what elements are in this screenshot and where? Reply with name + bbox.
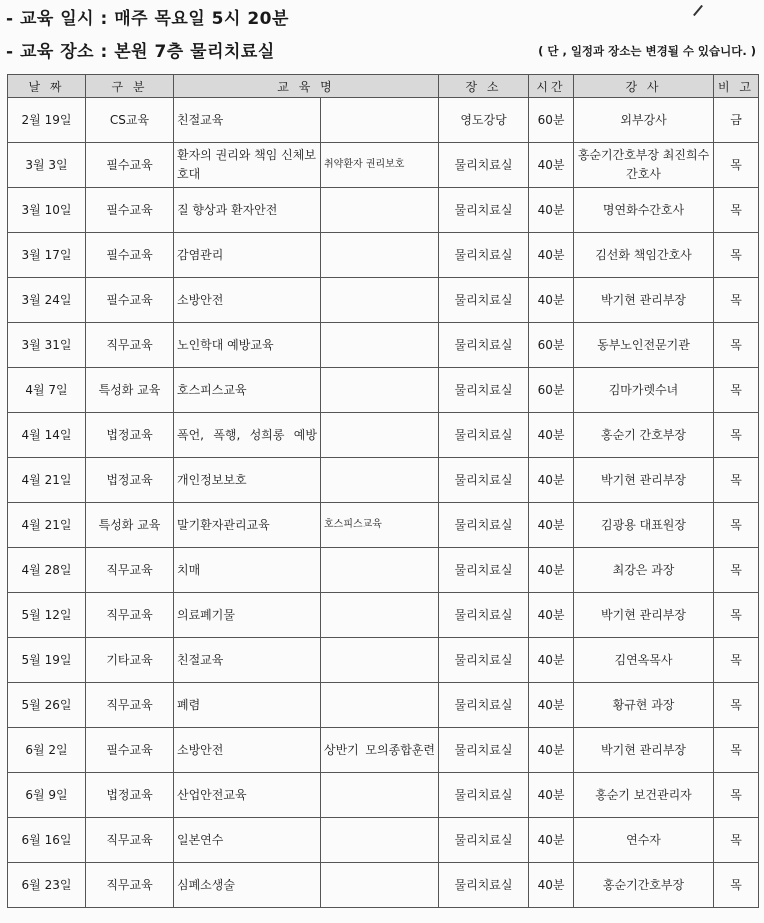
- cell-sub: [321, 773, 439, 818]
- cell-instructor: 박기현 관리부장: [574, 728, 714, 773]
- cell-time: 40분: [529, 818, 574, 863]
- header-title: 교 육 명: [174, 75, 439, 98]
- cell-category: 법정교육: [86, 458, 174, 503]
- cell-date: 6월 2일: [8, 728, 86, 773]
- cell-remarks: 금: [714, 98, 759, 143]
- cell-date: 5월 12일: [8, 593, 86, 638]
- cell-instructor: 황규현 과장: [574, 683, 714, 728]
- cell-sub: [321, 278, 439, 323]
- cell-sub: [321, 98, 439, 143]
- cell-place: 물리치료실: [439, 773, 529, 818]
- cell-time: 60분: [529, 368, 574, 413]
- table-row: [8, 323, 759, 368]
- cell-date: 5월 26일: [8, 683, 86, 728]
- cell-time: 40분: [529, 458, 574, 503]
- cell-title: 노인학대 예방교육: [174, 323, 321, 368]
- cell-date: 4월 21일: [8, 503, 86, 548]
- cell-instructor: 박기현 관리부장: [574, 278, 714, 323]
- cell-remarks: 목: [714, 548, 759, 593]
- cell-title: 개인정보보호: [174, 458, 321, 503]
- cell-category: 필수교육: [86, 188, 174, 233]
- cell-sub: 상반기 모의종합훈련: [321, 728, 439, 773]
- header-date: 날 짜: [8, 75, 86, 98]
- cell-title: 질 향상과 환자안전: [174, 188, 321, 233]
- cell-instructor: 박기현 관리부장: [574, 458, 714, 503]
- cell-time: 40분: [529, 233, 574, 278]
- cell-instructor: 외부강사: [574, 98, 714, 143]
- cell-sub: [321, 683, 439, 728]
- cell-date: 6월 23일: [8, 863, 86, 908]
- cell-instructor: 동부노인전문기관: [574, 323, 714, 368]
- cell-instructor: 김선화 책임간호사: [574, 233, 714, 278]
- cell-title: 폐렴: [174, 683, 321, 728]
- cell-title: 소방안전: [174, 278, 321, 323]
- cell-instructor: 홍순기간호부장 최진희수간호사: [574, 143, 714, 188]
- cell-category: 특성화 교육: [86, 503, 174, 548]
- cell-place: 물리치료실: [439, 413, 529, 458]
- cell-date: 6월 16일: [8, 818, 86, 863]
- cell-remarks: 목: [714, 278, 759, 323]
- cell-sub: [321, 638, 439, 683]
- cell-title: 감염관리: [174, 233, 321, 278]
- cell-date: 4월 21일: [8, 458, 86, 503]
- change-notice: ( 단 , 일정과 장소는 변경될 수 있습니다. ): [538, 44, 756, 58]
- cell-title: 심폐소생술: [174, 863, 321, 908]
- cell-place: 물리치료실: [439, 503, 529, 548]
- cell-date: 5월 19일: [8, 638, 86, 683]
- cell-category: 필수교육: [86, 233, 174, 278]
- cell-place: 물리치료실: [439, 683, 529, 728]
- cell-date: 3월 10일: [8, 188, 86, 233]
- cell-time: 40분: [529, 773, 574, 818]
- table-row: [8, 593, 759, 638]
- education-schedule-table: [7, 74, 759, 908]
- table-row: [8, 458, 759, 503]
- cell-remarks: 목: [714, 638, 759, 683]
- cell-category: 법정교육: [86, 413, 174, 458]
- cell-remarks: 목: [714, 143, 759, 188]
- cell-date: 3월 3일: [8, 143, 86, 188]
- cell-title: 폭언, 폭행, 성희롱 예방: [174, 413, 321, 458]
- header-time: 시간: [529, 75, 574, 98]
- cell-sub: 호스피스교육: [321, 503, 439, 548]
- cell-remarks: 목: [714, 503, 759, 548]
- cell-remarks: 목: [714, 233, 759, 278]
- cell-time: 60분: [529, 323, 574, 368]
- cell-time: 40분: [529, 863, 574, 908]
- cell-place: 물리치료실: [439, 818, 529, 863]
- cell-instructor: 명연화수간호사: [574, 188, 714, 233]
- cell-place: 물리치료실: [439, 188, 529, 233]
- cell-remarks: 목: [714, 818, 759, 863]
- cell-place: 물리치료실: [439, 593, 529, 638]
- cell-sub: 취약환자 권리보호: [321, 143, 439, 188]
- cell-time: 40분: [529, 683, 574, 728]
- cell-place: 물리치료실: [439, 458, 529, 503]
- cell-sub: [321, 863, 439, 908]
- table-row: [8, 98, 759, 143]
- cell-time: 40분: [529, 188, 574, 233]
- cell-time: 40분: [529, 728, 574, 773]
- cell-remarks: 목: [714, 368, 759, 413]
- cell-instructor: 홍순기 간호부장: [574, 413, 714, 458]
- cell-title: 치매: [174, 548, 321, 593]
- cell-date: 6월 9일: [8, 773, 86, 818]
- cell-sub: [321, 188, 439, 233]
- cell-category: 직무교육: [86, 593, 174, 638]
- cell-category: CS교육: [86, 98, 174, 143]
- cell-time: 40분: [529, 503, 574, 548]
- pen-mark: [693, 5, 703, 16]
- table-row: [8, 818, 759, 863]
- cell-place: 물리치료실: [439, 863, 529, 908]
- header-place: 장 소: [439, 75, 529, 98]
- table-row: [8, 413, 759, 458]
- cell-instructor: 홍순기 보건관리자: [574, 773, 714, 818]
- schedule-info-line: - 교육 일시 : 매주 목요일 5시 20분: [6, 9, 289, 29]
- table-row: [8, 863, 759, 908]
- cell-category: 직무교육: [86, 548, 174, 593]
- cell-title: 말기환자관리교육: [174, 503, 321, 548]
- cell-date: 3월 17일: [8, 233, 86, 278]
- table-row: [8, 773, 759, 818]
- table-header-row: [8, 75, 759, 98]
- cell-remarks: 목: [714, 773, 759, 818]
- cell-instructor: 최강은 과장: [574, 548, 714, 593]
- cell-category: 직무교육: [86, 863, 174, 908]
- cell-category: 법정교육: [86, 773, 174, 818]
- table-row: [8, 638, 759, 683]
- cell-category: 직무교육: [86, 323, 174, 368]
- cell-instructor: 김광용 대표원장: [574, 503, 714, 548]
- cell-sub: [321, 413, 439, 458]
- cell-date: 2월 19일: [8, 98, 86, 143]
- cell-place: 물리치료실: [439, 368, 529, 413]
- cell-remarks: 목: [714, 458, 759, 503]
- cell-remarks: 목: [714, 593, 759, 638]
- table-row: [8, 503, 759, 548]
- cell-sub: [321, 233, 439, 278]
- table-row: [8, 188, 759, 233]
- cell-remarks: 목: [714, 863, 759, 908]
- cell-category: 직무교육: [86, 683, 174, 728]
- cell-category: 기타교육: [86, 638, 174, 683]
- cell-category: 필수교육: [86, 278, 174, 323]
- cell-date: 4월 7일: [8, 368, 86, 413]
- cell-time: 40분: [529, 143, 574, 188]
- cell-sub: [321, 818, 439, 863]
- table-row: [8, 143, 759, 188]
- cell-place: 물리치료실: [439, 638, 529, 683]
- cell-remarks: 목: [714, 323, 759, 368]
- cell-category: 필수교육: [86, 728, 174, 773]
- table-row: [8, 233, 759, 278]
- cell-title: 호스피스교육: [174, 368, 321, 413]
- cell-place: 물리치료실: [439, 233, 529, 278]
- cell-category: 특성화 교육: [86, 368, 174, 413]
- table-row: [8, 683, 759, 728]
- cell-place: 물리치료실: [439, 548, 529, 593]
- cell-instructor: 김마가렛수녀: [574, 368, 714, 413]
- cell-time: 40분: [529, 593, 574, 638]
- cell-time: 40분: [529, 278, 574, 323]
- cell-sub: [321, 458, 439, 503]
- cell-category: 직무교육: [86, 818, 174, 863]
- cell-place: 영도강당: [439, 98, 529, 143]
- table-row: [8, 728, 759, 773]
- cell-title: 친절교육: [174, 638, 321, 683]
- cell-time: 60분: [529, 98, 574, 143]
- cell-remarks: 목: [714, 413, 759, 458]
- cell-title: 산업안전교육: [174, 773, 321, 818]
- cell-time: 40분: [529, 548, 574, 593]
- cell-remarks: 목: [714, 683, 759, 728]
- cell-title: 환자의 권리와 책임 신체보호대: [174, 143, 321, 188]
- cell-place: 물리치료실: [439, 143, 529, 188]
- cell-category: 필수교육: [86, 143, 174, 188]
- cell-remarks: 목: [714, 188, 759, 233]
- cell-sub: [321, 548, 439, 593]
- cell-time: 40분: [529, 638, 574, 683]
- table-row: [8, 278, 759, 323]
- cell-sub: [321, 368, 439, 413]
- cell-remarks: 목: [714, 728, 759, 773]
- cell-instructor: 박기현 관리부장: [574, 593, 714, 638]
- cell-instructor: 김연옥목사: [574, 638, 714, 683]
- cell-place: 물리치료실: [439, 728, 529, 773]
- table-row: [8, 548, 759, 593]
- cell-instructor: 홍순기간호부장: [574, 863, 714, 908]
- cell-place: 물리치료실: [439, 278, 529, 323]
- cell-title: 의료폐기물: [174, 593, 321, 638]
- cell-place: 물리치료실: [439, 323, 529, 368]
- location-info-line: - 교육 장소 : 본원 7층 물리치료실: [6, 42, 275, 62]
- cell-title: 일본연수: [174, 818, 321, 863]
- cell-date: 4월 14일: [8, 413, 86, 458]
- cell-date: 3월 24일: [8, 278, 86, 323]
- header-instructor: 강 사: [574, 75, 714, 98]
- cell-title: 친절교육: [174, 98, 321, 143]
- header-category: 구 분: [86, 75, 174, 98]
- cell-sub: [321, 323, 439, 368]
- cell-date: 4월 28일: [8, 548, 86, 593]
- cell-date: 3월 31일: [8, 323, 86, 368]
- cell-time: 40분: [529, 413, 574, 458]
- header-remarks: 비 고: [714, 75, 759, 98]
- schedule-rows: [8, 98, 759, 908]
- table-row: [8, 368, 759, 413]
- cell-title: 소방안전: [174, 728, 321, 773]
- cell-instructor: 연수자: [574, 818, 714, 863]
- cell-sub: [321, 593, 439, 638]
